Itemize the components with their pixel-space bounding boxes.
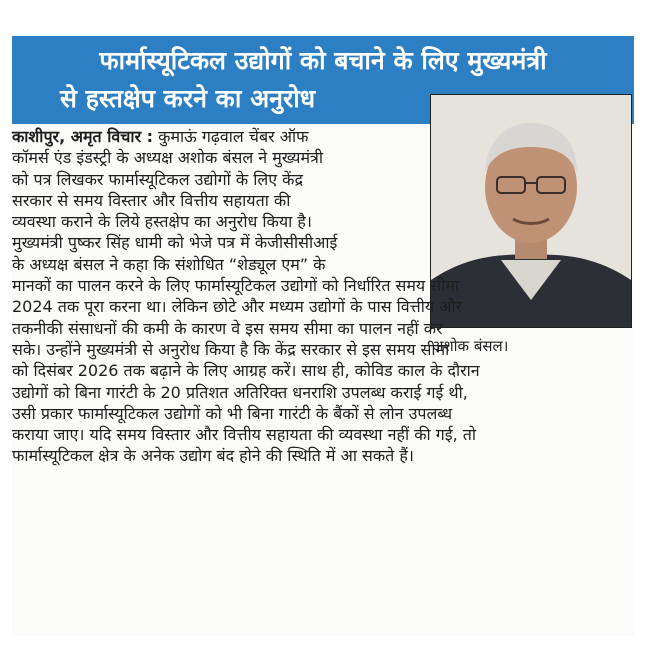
article-line: कॉमर्स एंड इंडस्ट्री के अध्यक्ष अशोक बंसल ने मुख्यमंत्री xyxy=(12,148,324,168)
photo-caption: अशोक बंसल। xyxy=(432,337,509,355)
article-line: उद्योगों को बिना गारंटी के 20 प्रतिशत अतिरिक्त धनराशि उपलब्ध कराई गई थी, xyxy=(12,382,468,402)
article-line: सके। उन्होंने मुख्यमंत्री से अनुरोध किया है कि केंद्र सरकार से इस समय सीमा xyxy=(12,339,450,359)
article-line: को दिसंबर 2026 तक बढ़ाने के लिए आग्रह करें। साथ ही, कोविड काल के दौरान xyxy=(12,361,480,381)
headline-line-2: से हस्तक्षेप करने का अनुरोध xyxy=(60,84,316,113)
article-line: कराया जाए। यदि समय विस्तार और वित्तीय सहायता की व्यवस्था नहीं की गई, तो xyxy=(12,425,477,445)
article-line: फार्मास्यूटिकल क्षेत्र के अनेक उद्योग बंद होने की स्थिति में आ सकते हैं। xyxy=(12,446,414,466)
article-line: मुख्यमंत्री पुष्कर सिंह धामी को भेजे पत्र में केजीसीसीआई xyxy=(12,233,338,253)
article-line: को पत्र लिखकर फार्मास्यूटिकल उद्योगों के लिए केंद्र xyxy=(12,169,303,189)
news-clipping xyxy=(12,36,634,636)
article-line: उसी प्रकार फार्मास्यूटिकल उद्योगों को भी बिना गारंटी के बैंकों से लोन उपलब्ध xyxy=(12,403,453,423)
article-line: के अध्यक्ष बंसल ने कहा कि संशोधित “शेड्यूल एम” के xyxy=(12,254,326,274)
article-line: मानकों का पालन करने के लिए फार्मास्यूटिकल उद्योगों को निर्धारित समय सीमा xyxy=(12,276,459,296)
article-line: सरकार से समय विस्तार और वित्तीय सहायता की xyxy=(12,190,291,210)
article-line: 2024 तक पूरा करना था। लेकिन छोटे और मध्यम उद्योगों के पास वित्तीय और xyxy=(12,297,463,317)
article-line: व्यवस्था कराने के लिये हस्तक्षेप का अनुरोध किया है। xyxy=(12,212,312,232)
article-line: काशीपुर, अमृत विचार : कुमाऊं गढ़वाल चेंबर ऑफ xyxy=(12,127,309,146)
article-body xyxy=(12,126,624,467)
dateline: काशीपुर, अमृत विचार : xyxy=(12,127,154,146)
headline-line-1: फार्मास्यूटिकल उद्योगों को बचाने के लिए मुख्यमंत्री xyxy=(99,46,547,75)
article-line: तकनीकी संसाधनों की कमी के कारण वे इस समय सीमा का पालन नहीं कर xyxy=(12,318,443,338)
